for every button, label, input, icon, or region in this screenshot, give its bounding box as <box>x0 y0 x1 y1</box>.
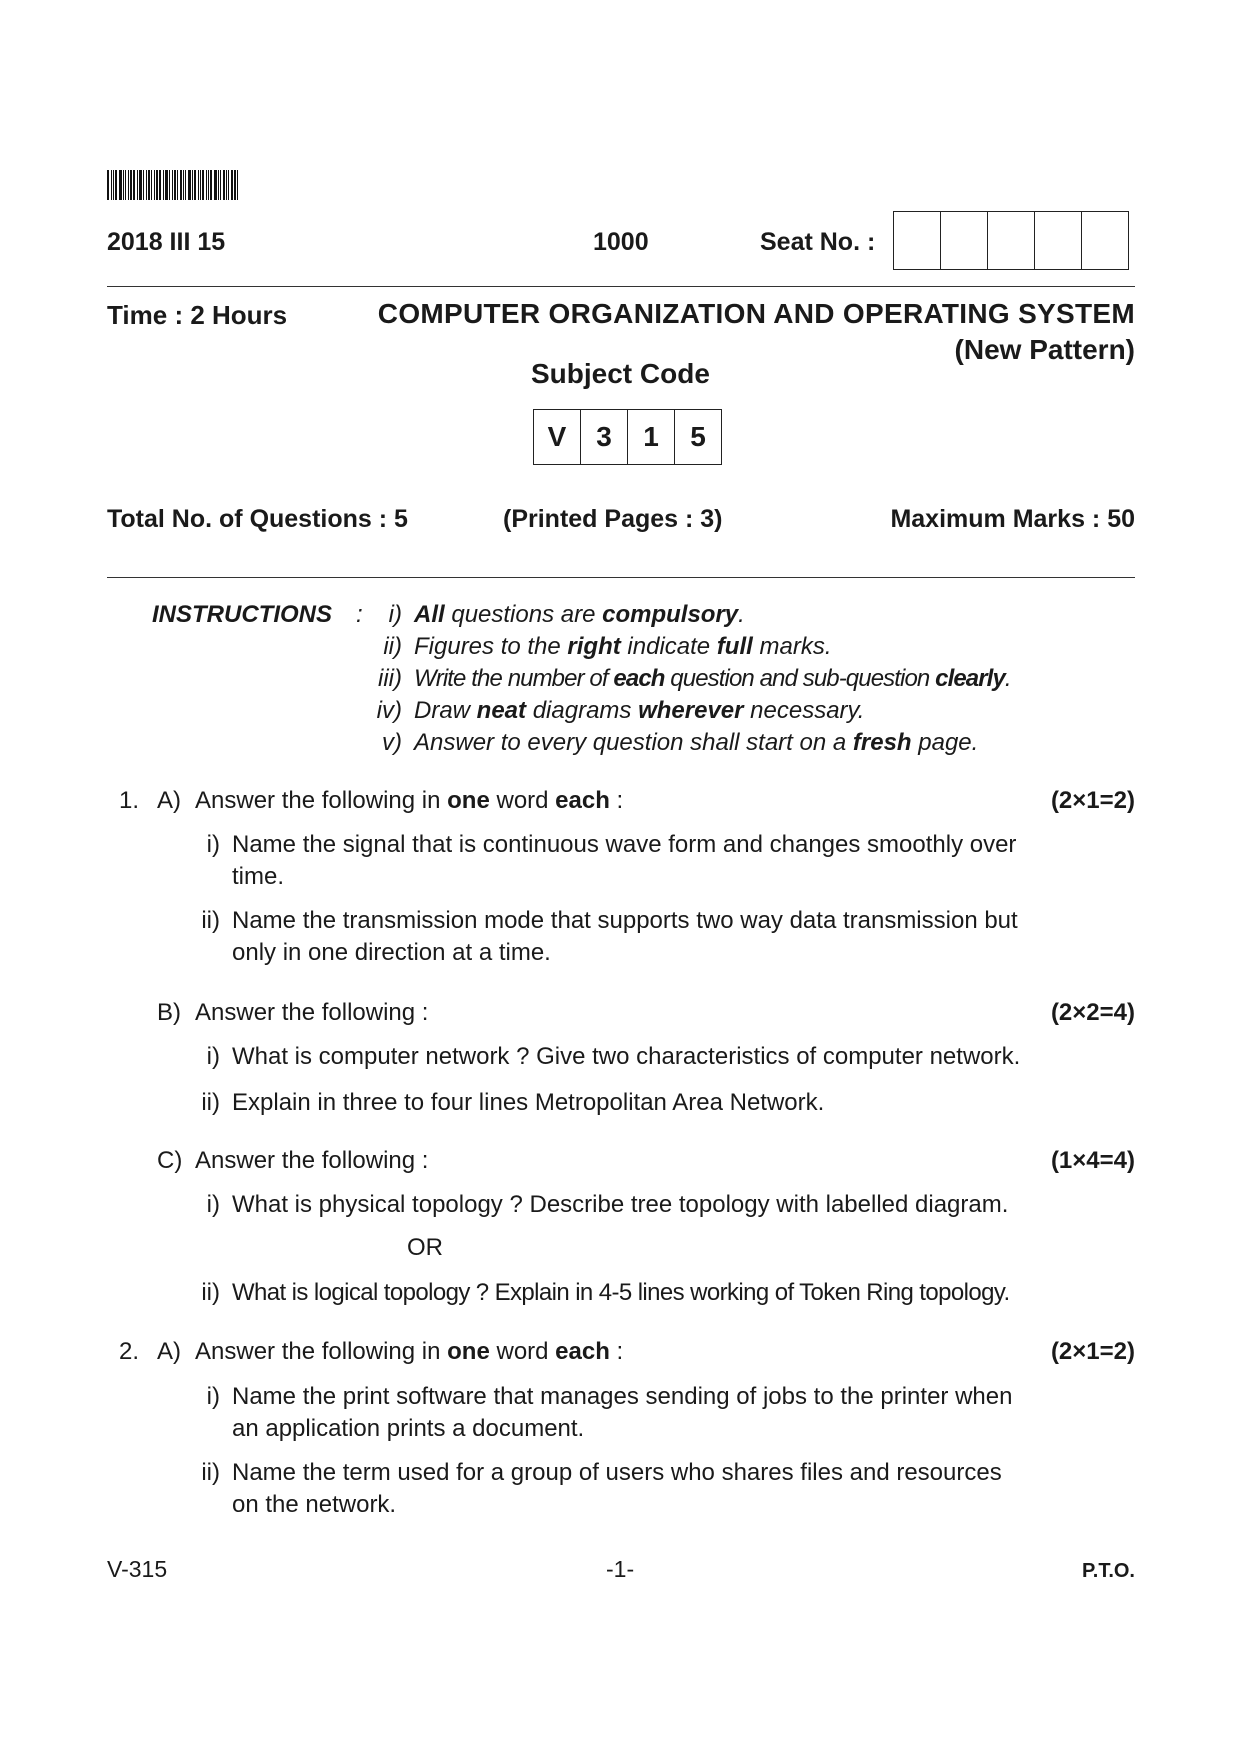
or-separator: OR <box>407 1234 443 1261</box>
paper-code: 2018 III 15 <box>107 228 226 256</box>
instruction-number: v) <box>382 729 402 756</box>
barcode <box>107 170 249 200</box>
maximum-marks: Maximum Marks : 50 <box>890 505 1135 533</box>
subject-code-label: Subject Code <box>531 358 710 389</box>
page-number: -1- <box>606 1556 635 1582</box>
item-number: ii) <box>201 1279 220 1306</box>
question-prompt: Answer the following : <box>195 999 429 1026</box>
question-text: What is computer network ? Give two characteristics of computer network. <box>232 1043 1021 1070</box>
question-text: only in one direction at a time. <box>232 939 551 966</box>
subject-code-char: 5 <box>690 421 706 452</box>
subquestion-label: A) <box>157 787 181 814</box>
marks-allocation: (2×1=2) <box>1050 1338 1135 1365</box>
item-number: i) <box>206 1383 220 1410</box>
instruction-number: iv) <box>376 697 402 724</box>
question-prompt: Answer the following in one word each : <box>195 1338 624 1365</box>
divider <box>107 286 1135 287</box>
footer-paper-code: V-315 <box>107 1556 168 1582</box>
seat-box[interactable] <box>1035 212 1082 269</box>
seat-box[interactable] <box>941 212 988 269</box>
instructions-label: INSTRUCTIONS <box>152 601 332 628</box>
please-turn-over: P.T.O. <box>1082 1560 1135 1582</box>
question-text: on the network. <box>232 1491 397 1518</box>
subject-code-boxes <box>533 409 722 465</box>
seat-box[interactable] <box>988 212 1035 269</box>
question-text: Name the term used for a group of users who shares files and resources <box>232 1459 1002 1486</box>
subquestion-label: C) <box>157 1147 183 1174</box>
divider <box>107 577 1135 578</box>
subquestion-label: B) <box>157 999 181 1026</box>
instruction-text: All questions are compulsory. <box>414 601 745 628</box>
question-text: Name the print software that manages sending of jobs to the printer when <box>232 1383 1013 1410</box>
instruction-number: i) <box>388 601 402 628</box>
total-questions: Total No. of Questions : 5 <box>107 505 408 533</box>
question-prompt: Answer the following : <box>195 1147 429 1174</box>
item-number: i) <box>206 1043 220 1070</box>
item-number: i) <box>206 1191 220 1218</box>
seat-number-label: Seat No. : <box>760 228 876 256</box>
item-number: ii) <box>201 1089 220 1116</box>
seat-number-boxes[interactable] <box>893 211 1129 270</box>
marks-allocation: (2×2=4) <box>1050 999 1135 1026</box>
marks-allocation: (1×4=4) <box>1050 1147 1135 1174</box>
instruction-text: Figures to the right indicate full marks. <box>414 633 832 660</box>
instructions-colon: : <box>356 601 363 628</box>
instruction-text: Write the number of each question and sub-question clearly. <box>414 665 1011 692</box>
instruction-number: ii) <box>383 633 402 660</box>
question-text: time. <box>232 863 285 890</box>
candidate-count: 1000 <box>593 228 649 256</box>
item-number: ii) <box>201 907 220 934</box>
instruction-text: Answer to every question shall start on a fresh page. <box>414 729 979 756</box>
question-number: 1. <box>119 787 140 814</box>
instruction-text: Draw neat diagrams wherever necessary. <box>414 697 865 724</box>
exam-pattern: (New Pattern) <box>954 334 1135 365</box>
question-number: 2. <box>119 1338 140 1365</box>
question-text: What is logical topology ? Explain in 4-5 lines working of Token Ring topology. <box>232 1279 1010 1306</box>
subject-code-char: 1 <box>628 410 675 464</box>
question-text: What is physical topology ? Describe tree topology with labelled diagram. <box>232 1191 1009 1218</box>
subject-code-char: 3 <box>581 410 628 464</box>
question-prompt: Answer the following in one word each : <box>195 787 624 814</box>
marks-allocation: (2×1=2) <box>1050 787 1135 814</box>
question-text: Name the transmission mode that supports two way data transmission but <box>232 907 1018 934</box>
subject-code-char: V <box>534 410 581 464</box>
item-number: i) <box>206 831 220 858</box>
item-number: ii) <box>201 1459 220 1486</box>
question-text: Explain in three to four lines Metropolitan Area Network. <box>232 1089 825 1116</box>
question-text: Name the signal that is continuous wave form and changes smoothly over <box>232 831 1017 858</box>
seat-box[interactable] <box>1082 212 1128 269</box>
question-text: an application prints a document. <box>232 1415 585 1442</box>
instruction-number: iii) <box>378 665 402 692</box>
printed-pages: (Printed Pages : 3) <box>503 505 723 533</box>
exam-time: Time : 2 Hours <box>107 300 288 330</box>
exam-title: COMPUTER ORGANIZATION AND OPERATING SYSTEM <box>377 298 1135 329</box>
subquestion-label: A) <box>157 1338 181 1365</box>
seat-box[interactable] <box>894 212 941 269</box>
